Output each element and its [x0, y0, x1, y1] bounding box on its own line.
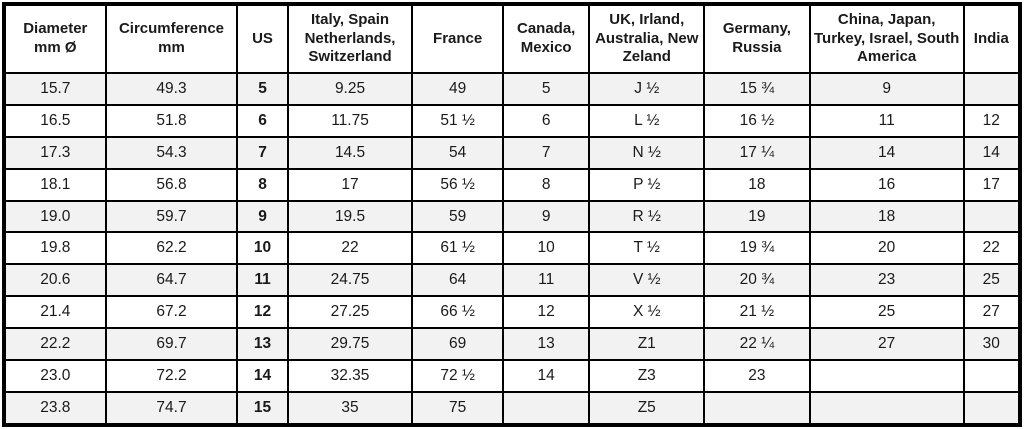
table-cell: P ½	[589, 169, 704, 201]
table-cell: 25	[964, 264, 1020, 296]
table-cell: 64	[412, 264, 503, 296]
table-cell: 49	[412, 73, 503, 105]
table-cell: 11	[810, 105, 964, 137]
table-cell: 20 ¾	[704, 264, 810, 296]
table-row	[4, 360, 1020, 392]
table-cell: T ½	[589, 232, 704, 264]
table-cell: 30	[964, 328, 1020, 360]
table-cell: 17	[288, 169, 413, 201]
table-cell: 16 ½	[704, 105, 810, 137]
table-cell: 5	[237, 73, 287, 105]
table-row	[4, 392, 1020, 425]
table-cell: 51 ½	[412, 105, 503, 137]
table-cell	[964, 392, 1020, 425]
table-cell: 19.0	[4, 201, 106, 233]
column-header: Canada, Mexico	[503, 4, 590, 73]
table-cell: 9	[503, 201, 590, 233]
table-cell: 17	[964, 169, 1020, 201]
table-cell: 23	[810, 264, 964, 296]
table-cell: 19.5	[288, 201, 413, 233]
table-cell: 14	[503, 360, 590, 392]
table-cell: 27	[964, 296, 1020, 328]
table-cell: 49.3	[106, 73, 238, 105]
table-row	[4, 232, 1020, 264]
table-cell	[503, 392, 590, 425]
table-cell: 56 ½	[412, 169, 503, 201]
table-cell: 12	[503, 296, 590, 328]
ring-size-conversion-table	[2, 2, 1022, 427]
table-row	[4, 296, 1020, 328]
table-cell: 11.75	[288, 105, 413, 137]
table-cell: 62.2	[106, 232, 238, 264]
table-cell: N ½	[589, 137, 704, 169]
table-cell: 27.25	[288, 296, 413, 328]
table-cell: 19	[704, 201, 810, 233]
table-cell: 14	[810, 137, 964, 169]
table-cell: 75	[412, 392, 503, 425]
table-cell: 67.2	[106, 296, 238, 328]
table-row	[4, 201, 1020, 233]
table-cell: V ½	[589, 264, 704, 296]
column-header: Germany, Russia	[704, 4, 810, 73]
table-cell: 20	[810, 232, 964, 264]
table-cell: 14	[237, 360, 287, 392]
table-cell: 15	[237, 392, 287, 425]
column-header: France	[412, 4, 503, 73]
table-cell: J ½	[589, 73, 704, 105]
table-cell: 17 ¼	[704, 137, 810, 169]
table-row	[4, 105, 1020, 137]
table-row	[4, 73, 1020, 105]
table-cell: 13	[237, 328, 287, 360]
table-cell: 18.1	[4, 169, 106, 201]
table-cell: 13	[503, 328, 590, 360]
table-row	[4, 264, 1020, 296]
table-cell: 20.6	[4, 264, 106, 296]
column-header: UK, Irland, Australia, New Zeland	[589, 4, 704, 73]
table-cell: 21 ½	[704, 296, 810, 328]
table-cell: 10	[503, 232, 590, 264]
table-cell: 66 ½	[412, 296, 503, 328]
table-cell: 9.25	[288, 73, 413, 105]
table-cell: Z5	[589, 392, 704, 425]
table-cell: 23	[704, 360, 810, 392]
table-cell: 12	[237, 296, 287, 328]
table-cell: R ½	[589, 201, 704, 233]
table-cell: 32.35	[288, 360, 413, 392]
table-cell: 6	[503, 105, 590, 137]
table-cell: 72 ½	[412, 360, 503, 392]
table-cell: 17.3	[4, 137, 106, 169]
table-cell: 29.75	[288, 328, 413, 360]
table-cell: 16	[810, 169, 964, 201]
table-cell: 11	[503, 264, 590, 296]
table-cell: 54	[412, 137, 503, 169]
table-cell: 8	[503, 169, 590, 201]
table-cell: 69.7	[106, 328, 238, 360]
table-cell: 15.7	[4, 73, 106, 105]
table-row	[4, 169, 1020, 201]
column-header: China, Japan, Turkey, Israel, South America	[810, 4, 964, 73]
table-cell	[704, 392, 810, 425]
header-row	[4, 4, 1020, 73]
table-cell: 5	[503, 73, 590, 105]
table-cell	[964, 201, 1020, 233]
table-cell	[964, 73, 1020, 105]
table-cell: 18	[704, 169, 810, 201]
table-cell: 51.8	[106, 105, 238, 137]
table-cell	[964, 360, 1020, 392]
table-cell: 59	[412, 201, 503, 233]
table-cell: 7	[237, 137, 287, 169]
table-cell: 12	[964, 105, 1020, 137]
table-cell: 54.3	[106, 137, 238, 169]
table-cell: 15 ¾	[704, 73, 810, 105]
table-cell: 69	[412, 328, 503, 360]
table-row	[4, 328, 1020, 360]
table-cell	[810, 360, 964, 392]
table-cell: 8	[237, 169, 287, 201]
table-cell: 24.75	[288, 264, 413, 296]
table-cell: 35	[288, 392, 413, 425]
table-cell: Z1	[589, 328, 704, 360]
column-header: Circumference mm	[106, 4, 238, 73]
table-cell: 14	[964, 137, 1020, 169]
table-cell: 19 ¾	[704, 232, 810, 264]
table-cell: X ½	[589, 296, 704, 328]
table-row	[4, 137, 1020, 169]
table-cell: 22	[288, 232, 413, 264]
table-cell: 6	[237, 105, 287, 137]
table-cell: 22	[964, 232, 1020, 264]
table-cell: 22 ¼	[704, 328, 810, 360]
column-header: India	[964, 4, 1020, 73]
table-cell: 23.8	[4, 392, 106, 425]
table-cell: 21.4	[4, 296, 106, 328]
table-cell: 56.8	[106, 169, 238, 201]
table-cell: 64.7	[106, 264, 238, 296]
table-cell: 19.8	[4, 232, 106, 264]
table-cell: 10	[237, 232, 287, 264]
table-cell: 16.5	[4, 105, 106, 137]
column-header: US	[237, 4, 287, 73]
table-cell: 9	[810, 73, 964, 105]
table-cell: 11	[237, 264, 287, 296]
column-header: Italy, Spain Netherlands, Switzerland	[288, 4, 413, 73]
table-cell: 72.2	[106, 360, 238, 392]
table-cell	[810, 392, 964, 425]
column-header: Diameter mm Ø	[4, 4, 106, 73]
table-cell: 18	[810, 201, 964, 233]
table-cell: 61 ½	[412, 232, 503, 264]
table-cell: L ½	[589, 105, 704, 137]
table-cell: 25	[810, 296, 964, 328]
table-cell: 23.0	[4, 360, 106, 392]
table-cell: 9	[237, 201, 287, 233]
table-cell: 7	[503, 137, 590, 169]
table-cell: 74.7	[106, 392, 238, 425]
table-cell: 14.5	[288, 137, 413, 169]
table-cell: 22.2	[4, 328, 106, 360]
table-cell: 27	[810, 328, 964, 360]
table-cell: Z3	[589, 360, 704, 392]
table-cell: 59.7	[106, 201, 238, 233]
